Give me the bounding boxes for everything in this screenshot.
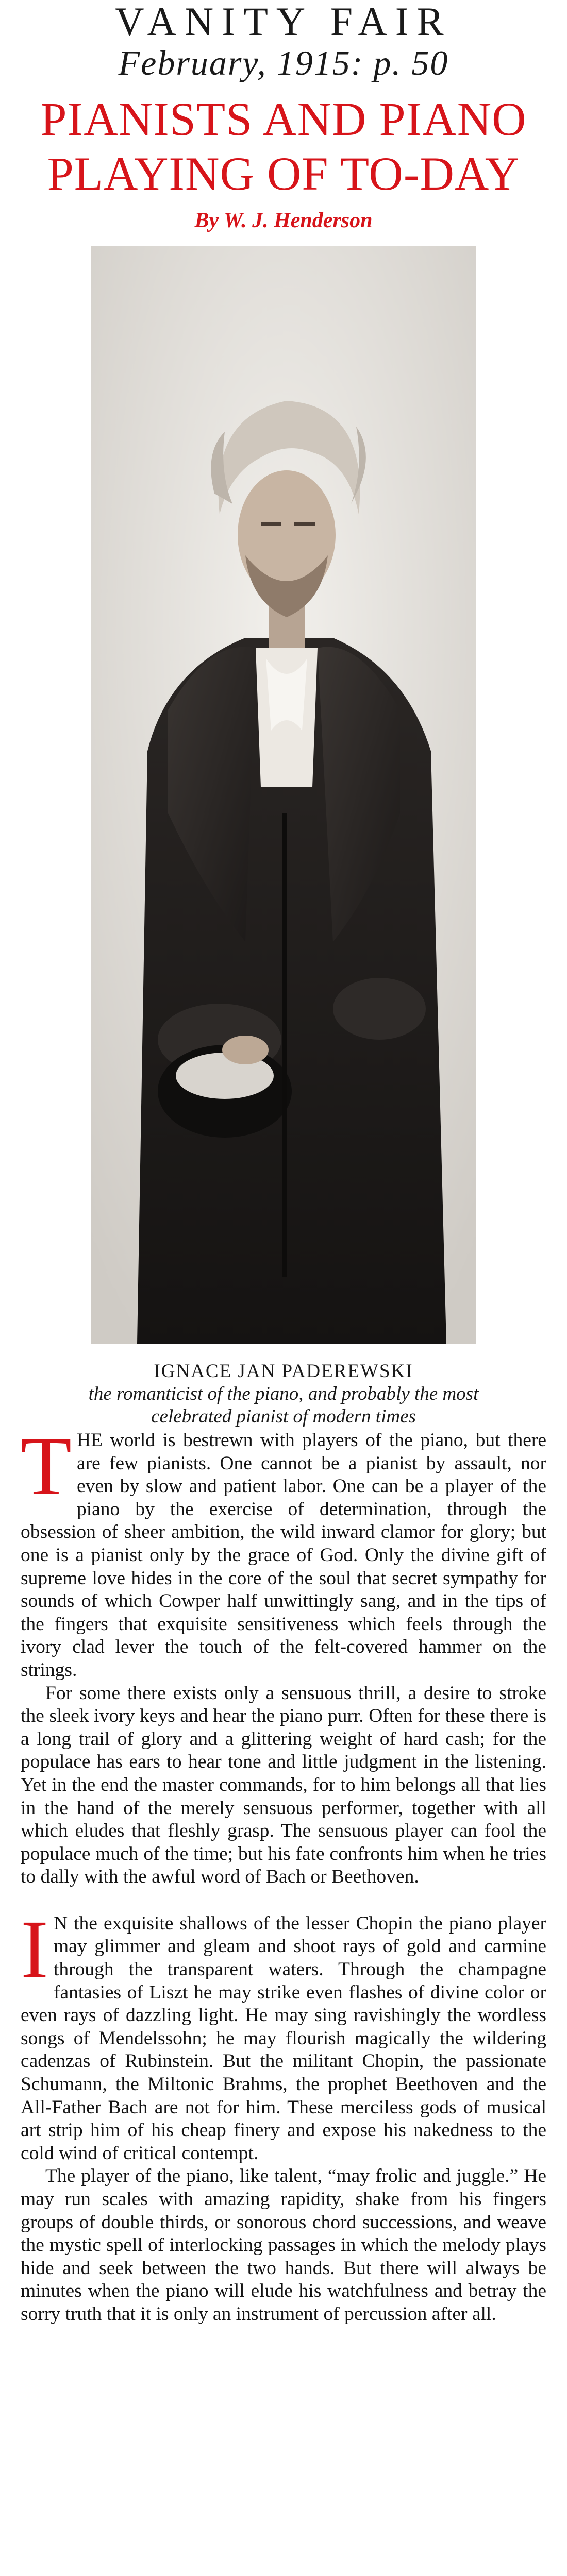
portrait-photo	[91, 246, 476, 1344]
paragraph-4: The player of the piano, like talent, “may frolic and juggle.” He may run scales with amazing rapidity, shake from his fingers groups of double thirds, or sonorous chord successions, and weave the mystic spell of interlocking passages in which the melody plays hide and seek between the two hands. But there will always be minutes when the piano will elude his watchfulness and betray the sorry truth that it is only an instrument of percussion after all.	[21, 2165, 546, 2325]
magazine-title: VANITY FAIR	[115, 0, 452, 44]
paragraph-1-text: HE world is bestrewn with players of the piano, but there are few pianists. One cannot be a pianist by assault, nor even by slow and patient labor. One can be a player of the piano by the exercise of determination, through the obsession of sheer ambition, the wild inward clamor for glory; but one is a pianist only by the grace of God. Only the divine gift of supreme love hides in the core of the soul that secret sympathy for sounds of which Cowper half unwittingly sang, and in the tips of the fingers that exquisite sensitiveness which feels through the ivory clad lever the touch of the felt-covered hammer on the strings.	[21, 1430, 546, 1681]
drop-cap: T	[21, 1420, 72, 1513]
drop-cap: I	[21, 1903, 48, 1996]
article-body	[21, 1420, 546, 2326]
headline-line-1: PIANISTS AND PIANO	[40, 93, 527, 145]
caption-description-line-2: celebrated pianist of modern times	[151, 1406, 416, 1427]
paragraph-2: For some there exists only a sensuous thrill, a desire to stroke the sleek ivory keys and hear the piano purr. Often for these there is a long trail of glory and a glittering weight of hard cash; for the populace has ears to hear tone and little judgment in the listening. Yet in the end the master commands, for to him belongs all that lies in the hand of the merely sensuous performer, together with all which eludes that fleshly grasp. The sensuous player can fool the populace much of the time; but his fate confronts him when he tries to dally with the awful word of Bach or Beethoven.	[21, 1682, 546, 1888]
section-gap	[21, 1889, 546, 1912]
caption-description-line-1: the romanticist of the piano, and probably the most	[88, 1383, 479, 1404]
paragraph-1	[21, 1420, 546, 1682]
paragraph-3-text: N the exquisite shallows of the lesser Chopin the piano player may glimmer and gleam and shoot rays of gold and carmine through the transparent waters. Through the champagne fantasies of Liszt he may strike even flashes of divine color or even rays of dazzling light. He may sing ravishingly the wordless songs of Mendelssohn; he may flourish magically the wildering cadenzas of Rubinstein. But the militant Chopin, the passionate Schumann, the Miltonic Brahms, the prophet Beethoven and the All-Father Bach are not for him. These merciless gods of musical art strip him of his cheap finery and expose his nakedness to the cold wind of critical contempt.	[21, 1912, 546, 2164]
headline-line-2: PLAYING OF TO-DAY	[47, 147, 520, 200]
issue-date: February, 1915: p. 50	[118, 43, 449, 82]
article-headline	[0, 92, 567, 201]
paragraph-3	[21, 1903, 546, 2165]
portrait-illustration	[91, 246, 476, 1344]
byline: By W. J. Henderson	[194, 209, 373, 232]
caption-name: IGNACE JAN PADEREWSKI	[154, 1361, 413, 1382]
photo-caption	[0, 1360, 567, 1428]
